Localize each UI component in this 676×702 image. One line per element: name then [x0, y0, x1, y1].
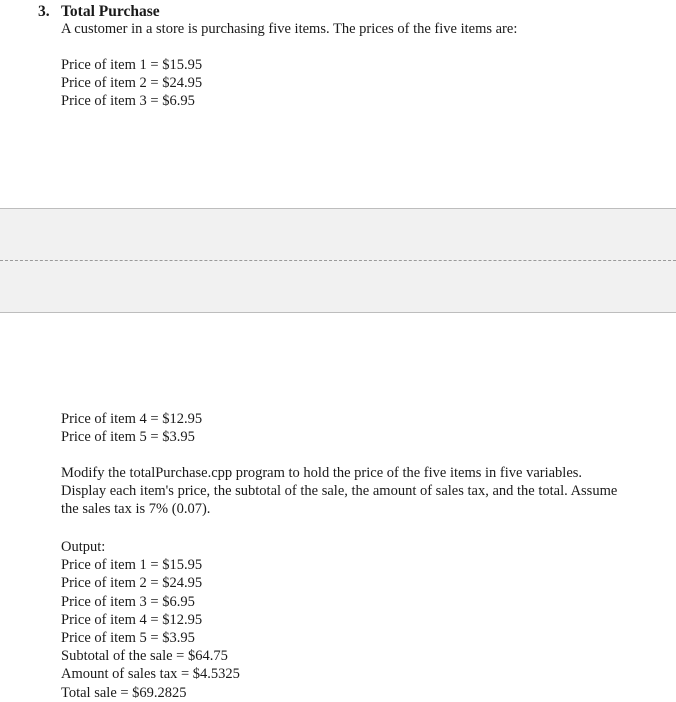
price-item-2: Price of item 2 = $24.95: [61, 75, 203, 92]
problem-title: Total Purchase: [61, 3, 160, 20]
page-break: [0, 208, 676, 313]
output-label: Output:: [61, 539, 106, 555]
problem-intro: A customer in a store is purchasing five items. The prices of the five items are:: [61, 21, 518, 37]
output-sales-tax: Amount of sales tax = $4.5325: [61, 666, 240, 683]
output-subtotal: Subtotal of the sale = $64.75: [61, 648, 228, 665]
page-break-divider: [0, 260, 676, 261]
output-section: [61, 538, 240, 702]
price-item-3: Price of item 3 = $6.95: [61, 93, 195, 110]
price-item-5: Price of item 5 = $3.95: [61, 429, 195, 446]
instructions-paragraph: [61, 464, 651, 519]
price-item-4: Price of item 4 = $12.95: [61, 411, 203, 427]
output-line: Price of item 3 = $6.95: [61, 593, 195, 610]
price-list-second: [61, 410, 202, 446]
problem-number: 3.: [38, 3, 50, 20]
instructions-line: Display each item's price, the subtotal of the sale, the amount of sales tax, and the total. Assume: [61, 483, 618, 500]
output-line: Price of item 4 = $12.95: [61, 611, 203, 628]
output-total: Total sale = $69.2825: [61, 684, 187, 701]
output-line: Price of item 5 = $3.95: [61, 630, 195, 647]
price-list-first: [61, 56, 202, 111]
problem-heading: [38, 3, 160, 21]
instructions-line: the sales tax is 7% (0.07).: [61, 501, 211, 518]
output-line: Price of item 1 = $15.95: [61, 557, 203, 574]
price-item-1: Price of item 1 = $15.95: [61, 57, 203, 73]
output-line: Price of item 2 = $24.95: [61, 575, 203, 592]
instructions-line: Modify the totalPurchase.cpp program to hold the price of the five items in five variables.: [61, 465, 583, 481]
